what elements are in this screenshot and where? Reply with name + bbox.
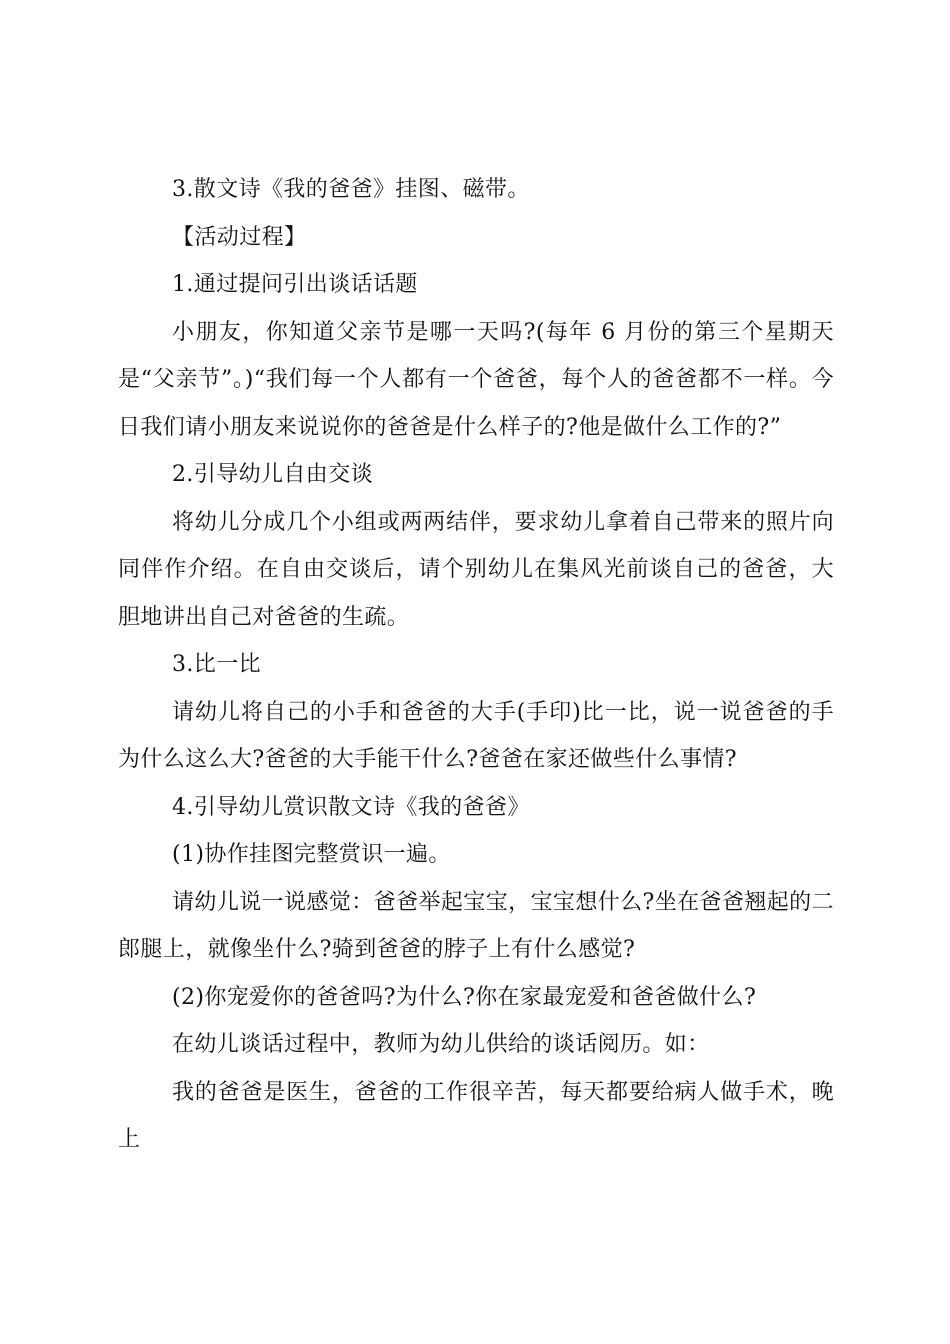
paragraph-step-3-body: 请幼儿将自己的小手和爸爸的大手(手印)比一比，说一说爸爸的手为什么这么大?爸爸的大手能干什么?爸爸在家还做些什么事情? xyxy=(118,699,834,772)
step-heading-2: 2.引导幼儿自由交谈 xyxy=(172,462,373,487)
sub-step-2: (2)你宠爱你的爸爸吗?为什么?你在家最宠爱和爸爸做什么? xyxy=(172,984,757,1010)
paragraph-sub-step-1-body: 请幼儿说一说感觉：爸爸举起宝宝，宝宝想什么?坐在爸爸翘起的二郎腿上，就像坐什么?骑到爸爸的脖子上有什么感觉? xyxy=(118,889,834,962)
paragraph-step-1-body: 小朋友，你知道父亲节是哪一天吗?(每年 6 月份的第三个星期天是“父亲节”。)“我们每一个人都有一个爸爸，每个人的爸爸都不一样。今日我们请小朋友来说说你的爸爸是什么样子的?他是做什么工作的?” xyxy=(118,319,834,440)
step-heading-4: 4.引导幼儿赏识散文诗《我的爸爸》 xyxy=(172,794,530,820)
step-heading-1: 1.通过提问引出谈话话题 xyxy=(172,272,418,297)
paragraph-materials-item-3: 3.散文诗《我的爸爸》挂图、磁带。 xyxy=(172,177,530,202)
paragraph-example: 我的爸爸是医生，爸爸的工作很辛苦，每天都要给病人做手术，晚上 xyxy=(118,1079,834,1152)
sub-step-1: (1)协作挂图完整赏识一遍。 xyxy=(172,842,451,867)
paragraph-step-2-body: 将幼儿分成几个小组或两两结伴，要求幼儿拿着自己带来的照片向同伴作介绍。在自由交谈后，请个别幼儿在集风光前谈自己的爸爸，大胆地讲出自己对爸爸的生疏。 xyxy=(118,509,834,630)
step-heading-3: 3.比一比 xyxy=(172,652,261,677)
section-heading-activity-process: 【活动过程】 xyxy=(172,224,307,250)
document-body xyxy=(118,166,834,1164)
paragraph-teacher-note: 在幼儿谈话过程中，教师为幼儿供给的谈话阅历。如： xyxy=(172,1032,710,1057)
